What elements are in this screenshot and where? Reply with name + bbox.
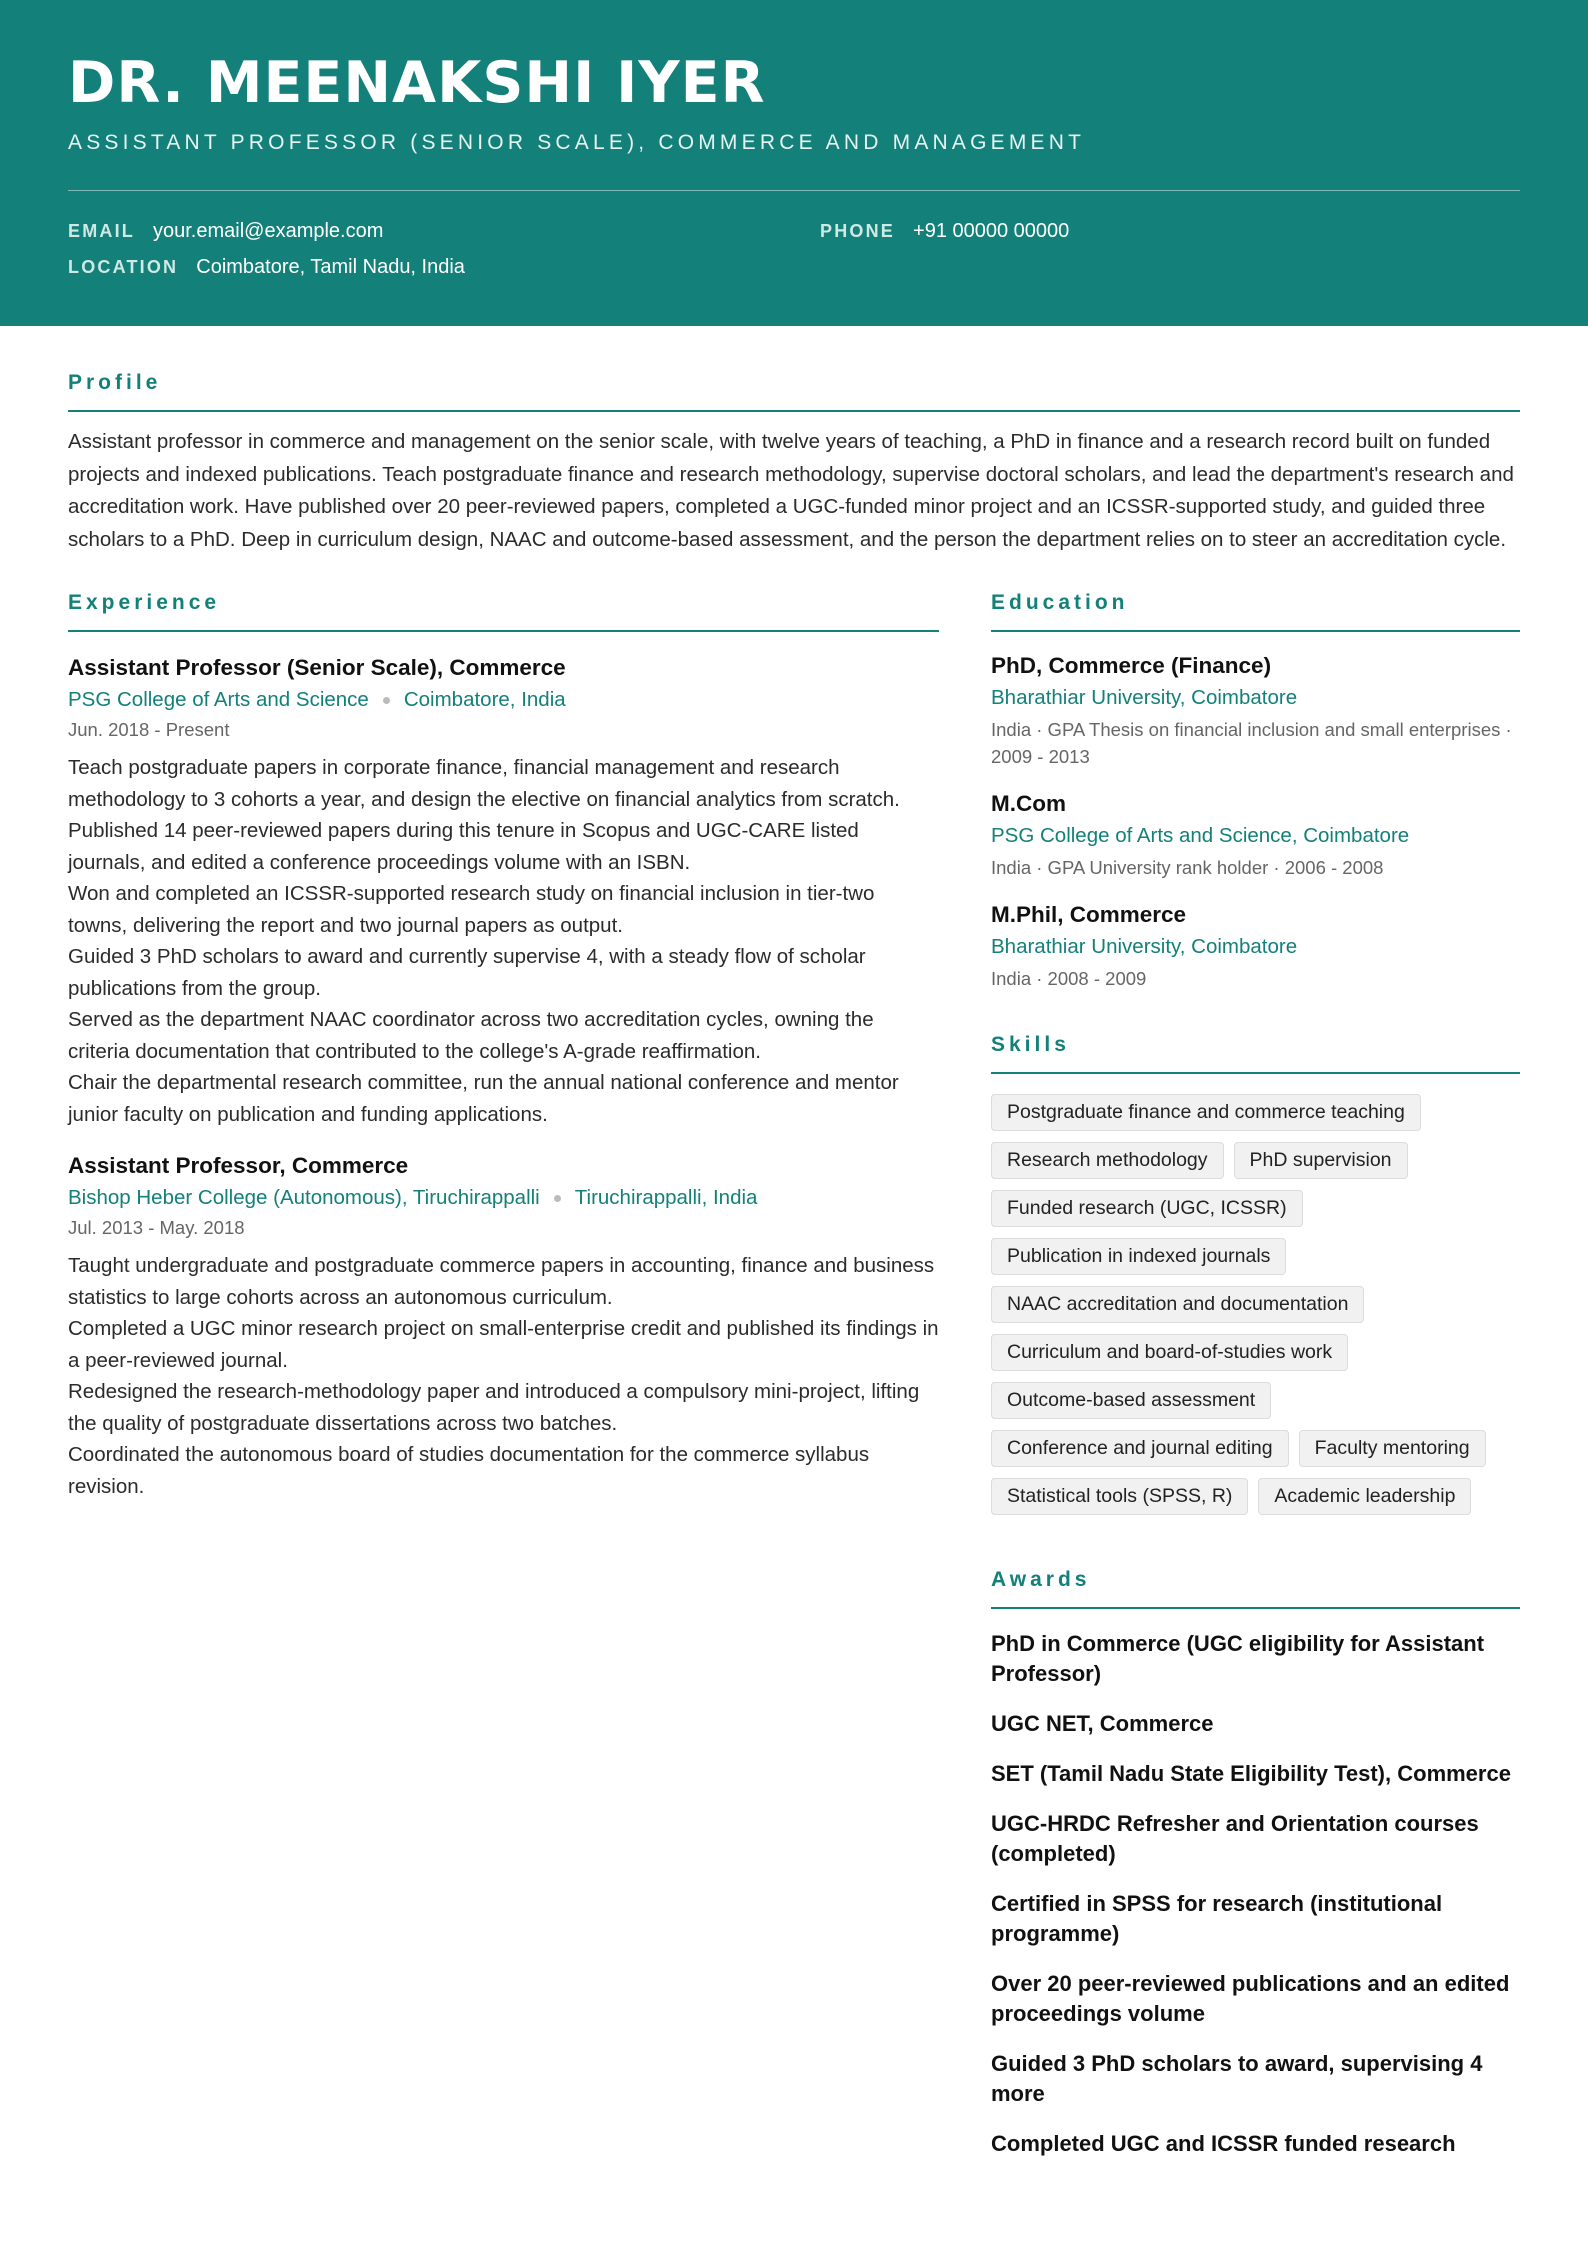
awards-list [991,1629,1520,2159]
job-org-line [68,686,939,714]
job-dates: Jun. 2018 - Present [68,719,230,740]
skills-heading: Skills [991,1032,1520,1074]
award-item: SET (Tamil Nadu State Eligibility Test), Commerce [991,1761,1511,1786]
education-meta: India · GPA Thesis on financial inclusion and small enterprises · 2009 - 2013 [991,719,1512,767]
candidate-name: DR. MEENAKSHI IYER [68,50,766,116]
job-bullet: Chair the departmental research committee, run the annual national conference and mentor junior faculty on publication and funding applications. [68,1071,899,1126]
job-bullet: Taught undergraduate and postgraduate commerce papers in accounting, finance and business statistics to large cohorts across an autonomous curriculum. [68,1254,935,1309]
location-label: LOCATION [68,257,179,277]
education-school: Bharathiar University, Coimbatore [991,935,1298,958]
education-meta: India · 2008 - 2009 [991,968,1147,989]
job-bullet: Won and completed an ICSSR-supported research study on financial inclusion in tier-two towns, delivering the report and two journal papers as output. [68,882,875,937]
separator-dot [554,1195,561,1202]
skill-chip: NAAC accreditation and documentation [991,1286,1364,1323]
education-school: Bharathiar University, Coimbatore [991,686,1298,709]
email-value[interactable]: your.email@example.com [153,220,384,242]
job-organization: PSG College of Arts and Science [68,688,369,711]
profile-text: Assistant professor in commerce and management on the senior scale, with twelve years of teaching, a PhD in finance and a research record built on funded projects and indexed publications. Teach postgraduate finance and research methodology, supervise doctoral scholars, and lead the department's research and accreditation work. Have published over 20 peer-reviewed papers, completed a UGC-funded minor project and an ICSSR-supported study, and guided three scholars to a PhD. Deep in curriculum design, NAAC and outcome-based assessment, and the person the department relies on to steer an accreditation cycle. [68,430,1514,551]
skill-chip: Curriculum and board-of-studies work [991,1334,1348,1371]
candidate-title: ASSISTANT PROFESSOR (SENIOR SCALE), COMMERCE AND MANAGEMENT [68,131,1086,154]
education-degree: PhD, Commerce (Finance) [991,653,1272,678]
award-item: Over 20 peer-reviewed publications and an edited proceedings volume [991,1971,1510,2026]
contact-location [68,255,820,279]
email-label: EMAIL [68,221,135,241]
skills-list [991,1094,1520,1515]
job-bullet: Published 14 peer-reviewed papers during this tenure in Scopus and UGC-CARE listed journals, and edited a conference proceedings volume with an ISBN. [68,819,859,874]
two-column-layout [68,590,1520,2159]
education-meta: India · GPA University rank holder · 2006 - 2008 [991,857,1384,878]
awards-heading: Awards [991,1567,1520,1609]
education-degree: M.Phil, Commerce [991,902,1187,927]
skill-chip: Conference and journal editing [991,1430,1289,1467]
education-heading: Education [991,590,1520,632]
award-item: Completed UGC and ICSSR funded research [991,2131,1456,2156]
job-title: Assistant Professor (Senior Scale), Commerce [68,655,566,680]
award-item: Certified in SPSS for research (institutional programme) [991,1891,1443,1946]
education-school: PSG College of Arts and Science, Coimbatore [991,824,1410,847]
education-entry [991,790,1520,881]
skill-chip: Academic leadership [1258,1478,1471,1515]
job-bullets [68,1250,939,1502]
job-bullet: Coordinated the autonomous board of studies documentation for the commerce syllabus revision. [68,1443,870,1498]
job-location: Tiruchirappalli, India [574,1186,758,1209]
job-organization: Bishop Heber College (Autonomous), Tiruchirappalli [68,1186,540,1209]
experience-heading: Experience [68,590,939,632]
right-column [991,590,1520,2159]
skill-chip: Funded research (UGC, ICSSR) [991,1190,1303,1227]
skill-chip: Publication in indexed journals [991,1238,1286,1275]
job-bullet: Teach postgraduate papers in corporate finance, financial management and research methodology to 3 cohorts a year, and design the elective on financial analytics from scratch. [68,756,900,811]
phone-value[interactable]: +91 00000 00000 [913,220,1070,242]
skill-chip: Outcome-based assessment [991,1382,1271,1419]
award-item: UGC NET, Commerce [991,1711,1214,1736]
award-item: Guided 3 PhD scholars to award, supervising 4 more [991,2051,1483,2106]
skill-chip: Statistical tools (SPSS, R) [991,1478,1248,1515]
job-bullet: Completed a UGC minor research project on small-enterprise credit and published its findings in a peer-reviewed journal. [68,1317,939,1372]
education-list [991,652,1520,992]
education-entry [991,652,1520,770]
contact-info [68,219,1520,279]
skill-chip: PhD supervision [1234,1142,1408,1179]
award-item: UGC-HRDC Refresher and Orientation courses (completed) [991,1811,1479,1866]
profile-heading: Profile [68,370,1520,412]
skill-chip: Postgraduate finance and commerce teaching [991,1094,1421,1131]
job-bullet: Redesigned the research-methodology paper and introduced a compulsory mini-project, lifting the quality of postgraduate dissertations across two batches. [68,1380,920,1435]
skill-chip: Faculty mentoring [1299,1430,1486,1467]
job-entry [68,1152,939,1502]
header-divider [68,190,1520,191]
contact-email [68,219,820,243]
experience-list [68,654,939,1502]
left-column [68,590,939,2159]
contact-phone [820,219,1520,243]
job-bullet: Served as the department NAAC coordinator across two accreditation cycles, owning the criteria documentation that contributed to the college's A-grade reaffirmation. [68,1008,874,1063]
profile-section [68,370,1520,556]
location-value: Coimbatore, Tamil Nadu, India [196,256,465,278]
resume-header [0,0,1588,326]
phone-label: PHONE [820,221,896,241]
education-entry [991,901,1520,992]
separator-dot [383,697,390,704]
resume-body [0,370,1588,2159]
job-title: Assistant Professor, Commerce [68,1153,409,1178]
job-bullets [68,752,939,1130]
job-bullet: Guided 3 PhD scholars to award and currently supervise 4, with a steady flow of scholar publications from the group. [68,945,866,1000]
job-dates: Jul. 2013 - May. 2018 [68,1217,245,1238]
award-item: PhD in Commerce (UGC eligibility for Assistant Professor) [991,1631,1485,1686]
education-degree: M.Com [991,791,1066,816]
skill-chip: Research methodology [991,1142,1224,1179]
job-location: Coimbatore, India [403,688,566,711]
job-entry [68,654,939,1130]
job-org-line [68,1184,939,1212]
